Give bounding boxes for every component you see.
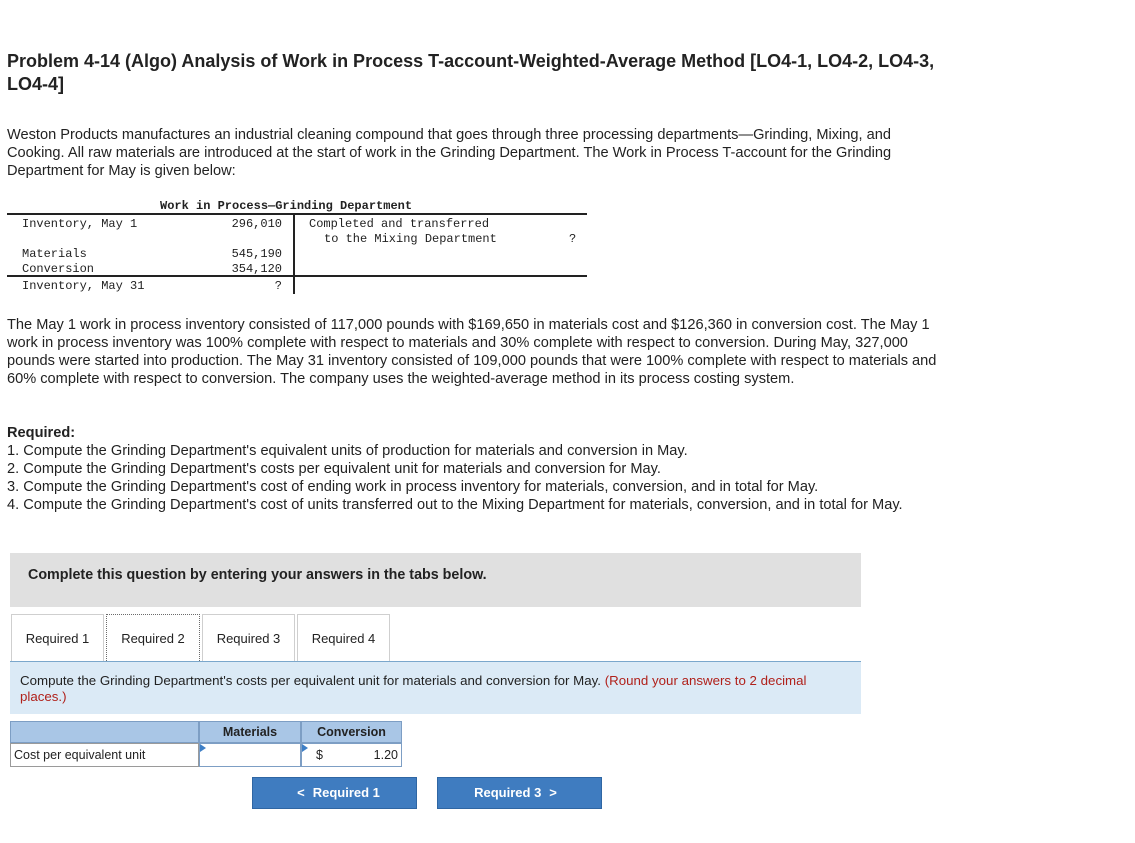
required-section bbox=[7, 424, 952, 514]
materials-answer-input[interactable] bbox=[200, 744, 300, 766]
t-account-left-label: Materials bbox=[22, 247, 87, 261]
t-account-left-value: 354,120 bbox=[231, 262, 282, 276]
rounding-hint: (Round your answers to 2 decimal places.) bbox=[20, 673, 807, 704]
tab-required-1[interactable]: Required 1 bbox=[11, 614, 104, 661]
required-item: 3. Compute the Grinding Department's cost of ending work in process inventory for materials, conversion, and in total for May. bbox=[7, 479, 819, 495]
conversion-answer-cell bbox=[301, 743, 402, 767]
t-account-right-label: Completed and transferred bbox=[309, 217, 490, 231]
t-account-title: Work in Process—Grinding Department bbox=[160, 199, 413, 213]
required-item: 1. Compute the Grinding Department's equivalent units of production for materials and conversion in May. bbox=[7, 443, 688, 459]
chevron-right-icon: > bbox=[549, 785, 557, 800]
tab-required-3[interactable]: Required 3 bbox=[202, 614, 295, 661]
question-panel bbox=[10, 661, 861, 714]
t-account-center-rule bbox=[293, 213, 295, 294]
t-account-left-label: Inventory, May 31 bbox=[22, 279, 145, 293]
t-account-left-label: Inventory, May 1 bbox=[22, 217, 138, 231]
materials-column-header: Materials bbox=[199, 721, 301, 743]
conversion-answer-value[interactable]: 1.20 bbox=[373, 748, 398, 762]
t-account bbox=[7, 199, 587, 294]
prev-button-label: Required 1 bbox=[312, 785, 380, 800]
row-header-blank bbox=[10, 721, 199, 743]
t-account-top-rule bbox=[7, 213, 587, 215]
instruction-band: Complete this question by entering your answers in the tabs below. bbox=[10, 553, 861, 607]
t-account-left-label: Conversion bbox=[22, 262, 95, 276]
t-account-left-value: 296,010 bbox=[231, 217, 282, 231]
tab-required-2[interactable]: Required 2 bbox=[106, 614, 200, 661]
required-item: 2. Compute the Grinding Department's costs per equivalent unit for materials and conversion for May. bbox=[7, 461, 661, 477]
problem-details: The May 1 work in process inventory consisted of 117,000 pounds with $169,650 in materials cost and $126,360 in conversion cost. The May 1 work in process inventory was 100% complete with respect to materials and 30% complete with respect to conversion. During May, 327,000 pounds were started into production. The May 31 inventory consisted of 109,000 pounds that were 100% complete with respect to materials and 60% complete with respect to conversion. The company uses the weighted-average method in its process costing system. bbox=[7, 317, 937, 387]
next-required-button[interactable] bbox=[437, 777, 602, 809]
t-account-left-value: 545,190 bbox=[231, 247, 282, 261]
t-account-left-value: ? bbox=[274, 279, 282, 293]
conversion-column-header: Conversion bbox=[301, 721, 402, 743]
t-account-right-label-cont: to the Mixing Department bbox=[324, 232, 497, 246]
tab-required-4[interactable]: Required 4 bbox=[297, 614, 390, 661]
materials-answer-cell bbox=[199, 743, 301, 767]
problem-intro: Weston Products manufactures an industrial cleaning compound that goes through three processing departments—Grinding, Mixing, and Cooking. All raw materials are introduced at the start of work in the Grinding Department. The Work in Process T-account for the Grinding Department for May is given below: bbox=[7, 127, 892, 179]
chevron-left-icon: < bbox=[297, 785, 305, 800]
required-heading: Required: bbox=[7, 425, 76, 441]
currency-symbol: $ bbox=[316, 748, 323, 762]
next-button-label: Required 3 bbox=[474, 785, 542, 800]
prev-required-button[interactable] bbox=[252, 777, 417, 809]
problem-title: Problem 4-14 (Algo) Analysis of Work in Process T-account-Weighted-Average Method [LO4-1, LO4-2, LO4-3, LO4-4] bbox=[7, 51, 935, 94]
input-flag-icon bbox=[200, 744, 206, 752]
input-flag-icon bbox=[302, 744, 308, 752]
cost-per-unit-label: Cost per equivalent unit bbox=[10, 743, 199, 767]
question-prompt: Compute the Grinding Department's costs per equivalent unit for materials and conversion for May. bbox=[20, 673, 601, 688]
t-account-right-value: ? bbox=[569, 232, 577, 246]
required-item: 4. Compute the Grinding Department's cost of units transferred out to the Mixing Department for materials, conversion, and in total for May. bbox=[7, 497, 903, 513]
